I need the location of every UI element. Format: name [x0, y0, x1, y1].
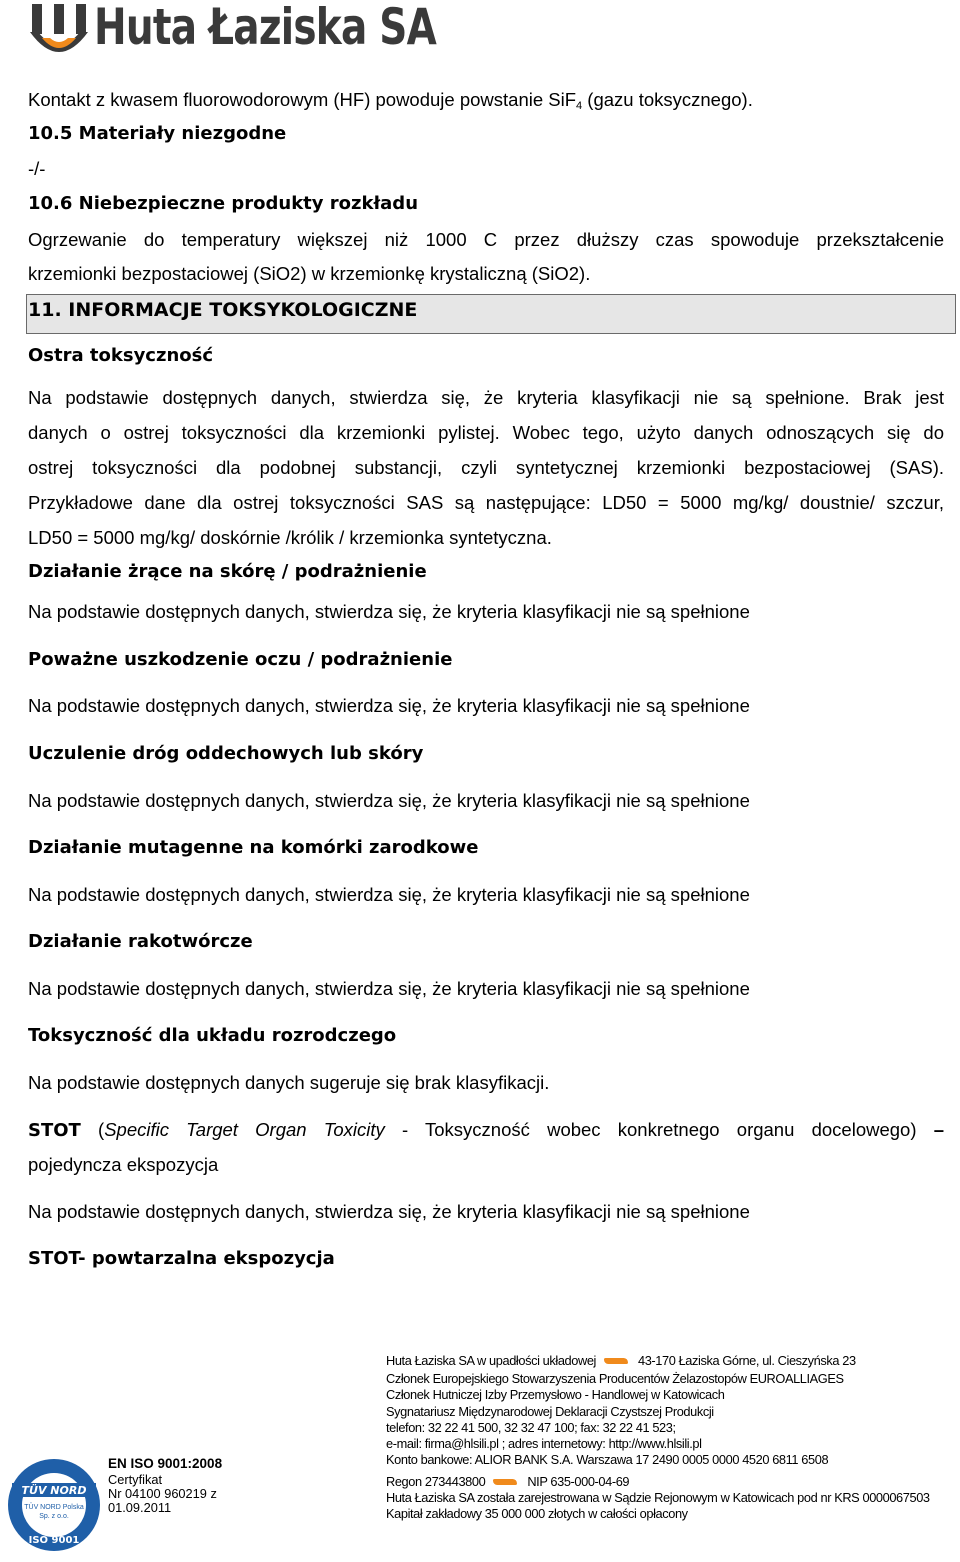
tuv-seal-iso: ISO 9001 [28, 1535, 80, 1546]
iso-cert-number: Nr 04100 960219 z [108, 1486, 217, 1501]
footer-line: Huta Łaziska SA została zarejestrowana w Sądzie Rejonowym w Katowicach pod nr KRS 0000067503 [386, 1490, 930, 1505]
paragraph-line: danych o ostrej toksyczności dla krzemionki pylistej. Wobec tego, użyto danych odnoszących się do [28, 422, 944, 443]
paragraph-line: Ogrzewanie do temperatury większej niż 1000 C przez dłuższy czas spowoduje przekształcenie [28, 229, 944, 250]
heading-rakotworcze: Działanie rakotwórcze [28, 931, 253, 952]
tuv-seal-line: TÜV NORD Polska [24, 1504, 84, 1511]
footer-line: Sygnatariusz Międzynarodowej Deklaracji Czystszej Produkcji [386, 1404, 714, 1419]
text-line-hf: Kontakt z kwasem fluorowodorowym (HF) powoduje powstanie SiF$_4$ (gazu toksycznego). [28, 89, 753, 112]
huta-logo-icon [28, 2, 90, 64]
criteria-text: Na podstawie dostępnych danych, stwierdza się, że kryteria klasyfikacji nie są spełnione [28, 884, 750, 905]
footer-bank: Konto bankowe: ALIOR BANK S.A. Warszawa 17 2490 0005 0000 4520 6811 6508 [386, 1452, 829, 1467]
company-logo [28, 2, 90, 64]
swoosh-icon [604, 1358, 628, 1364]
footer-line: Członek Europejskiego Stowarzyszenia Producentów Żelazostopów EUROALLIAGES [386, 1371, 844, 1386]
criteria-text: Na podstawie dostępnych danych, stwierdza się, że kryteria klasyfikacji nie są spełnione [28, 695, 750, 716]
footer-line: Członek Hutniczej Izby Przemysłowo - Handlowej w Katowicach [386, 1387, 725, 1402]
logo-wordmark: Huta Łaziska SA [94, 0, 436, 56]
footer-line: Kapitał zakładowy 35 000 000 złotych w całości opłacony [386, 1506, 688, 1521]
paragraph-line: Przykładowe dane dla ostrej toksyczności SAS są następujące: LD50 = 5000 mg/kg/ doustnie/ szczur, [28, 492, 944, 513]
footer-contact: e-mail: firma@hlsili.pl ; adres internetowy: http://www.hlsili.pl [386, 1436, 702, 1451]
swoosh-icon [493, 1479, 517, 1485]
criteria-text: Na podstawie dostępnych danych, stwierdza się, że kryteria klasyfikacji nie są spełnione [28, 601, 750, 622]
footer-company-line: Huta Łaziska SA w upadłości układowej 43-170 Łaziska Górne, ul. Cieszyńska 23 [386, 1353, 856, 1368]
paragraph-line: Na podstawie dostępnych danych sugeruje się brak klasyfikacji. [28, 1072, 550, 1093]
paragraph-line: LD50 = 5000 mg/kg/ doskórnie /królik / krzemionka syntetyczna. [28, 527, 552, 548]
heading-ostra-toksycznosc: Ostra toksyczność [28, 345, 214, 366]
section-11-title: 11. INFORMACJE TOKSYKOLOGICZNE [28, 299, 418, 321]
footer-registry-ids: Regon 273443800 NIP 635-000-04-69 [386, 1474, 630, 1489]
heading-uszkodzenie-oczu: Poważne uszkodzenie oczu / podrażnienie [28, 649, 453, 670]
tuv-nord-badge [6, 1457, 102, 1557]
paragraph-line: ostrej toksyczności dla podobnej substancji, czyli syntetycznej krzemionki bezpostaciowej (SAS). [28, 457, 944, 478]
iso-standard: EN ISO 9001:2008 [108, 1456, 223, 1471]
heading-mutagenne: Działanie mutagenne na komórki zarodkowe [28, 837, 479, 858]
stot-heading-line: STOT (Specific Target Organ Toxicity - Toksyczność wobec konkretnego organu docelowego) – [28, 1119, 944, 1141]
tuv-seal-icon [6, 1457, 102, 1557]
paragraph-line: pojedyncza ekspozycja [28, 1154, 219, 1175]
criteria-text: Na podstawie dostępnych danych, stwierdza się, że kryteria klasyfikacji nie są spełnione [28, 790, 750, 811]
heading-dzialanie-zrace: Działanie żrące na skórę / podrażnienie [28, 561, 427, 582]
criteria-text: Na podstawie dostępnych danych, stwierdza się, że kryteria klasyfikacji nie są spełnione [28, 978, 750, 999]
iso-cert-label: Certyfikat [108, 1472, 163, 1487]
subsection-10-5-heading: 10.5 Materiały niezgodne [28, 123, 287, 144]
paragraph-line: Na podstawie dostępnych danych, stwierdza się, że kryteria klasyfikacji nie są spełnione. Brak jest [28, 387, 944, 408]
subsection-10-6-heading: 10.6 Niebezpieczne produkty rozkładu [28, 193, 419, 214]
tuv-seal-line: Sp. z o.o. [39, 1513, 69, 1520]
heading-uczulenie: Uczulenie dróg oddechowych lub skóry [28, 743, 424, 764]
paragraph-line: krzemionki bezpostaciowej (SiO2) w krzemionkę krystaliczną (SiO2). [28, 263, 591, 284]
heading-stot-powtarzalna: STOT- powtarzalna ekspozycja [28, 1248, 335, 1269]
iso-cert-date: 01.09.2011 [108, 1500, 172, 1515]
subsection-10-5-value: -/- [28, 158, 46, 179]
criteria-text: Na podstawie dostępnych danych, stwierdza się, że kryteria klasyfikacji nie są spełnione [28, 1201, 750, 1222]
tuv-seal-title: TÜV NORD [21, 1484, 87, 1497]
footer-phone: telefon: 32 22 41 500, 32 32 47 100; fax: 32 22 41 523; [386, 1420, 676, 1435]
heading-rozrodcze: Toksyczność dla układu rozrodczego [28, 1025, 397, 1046]
